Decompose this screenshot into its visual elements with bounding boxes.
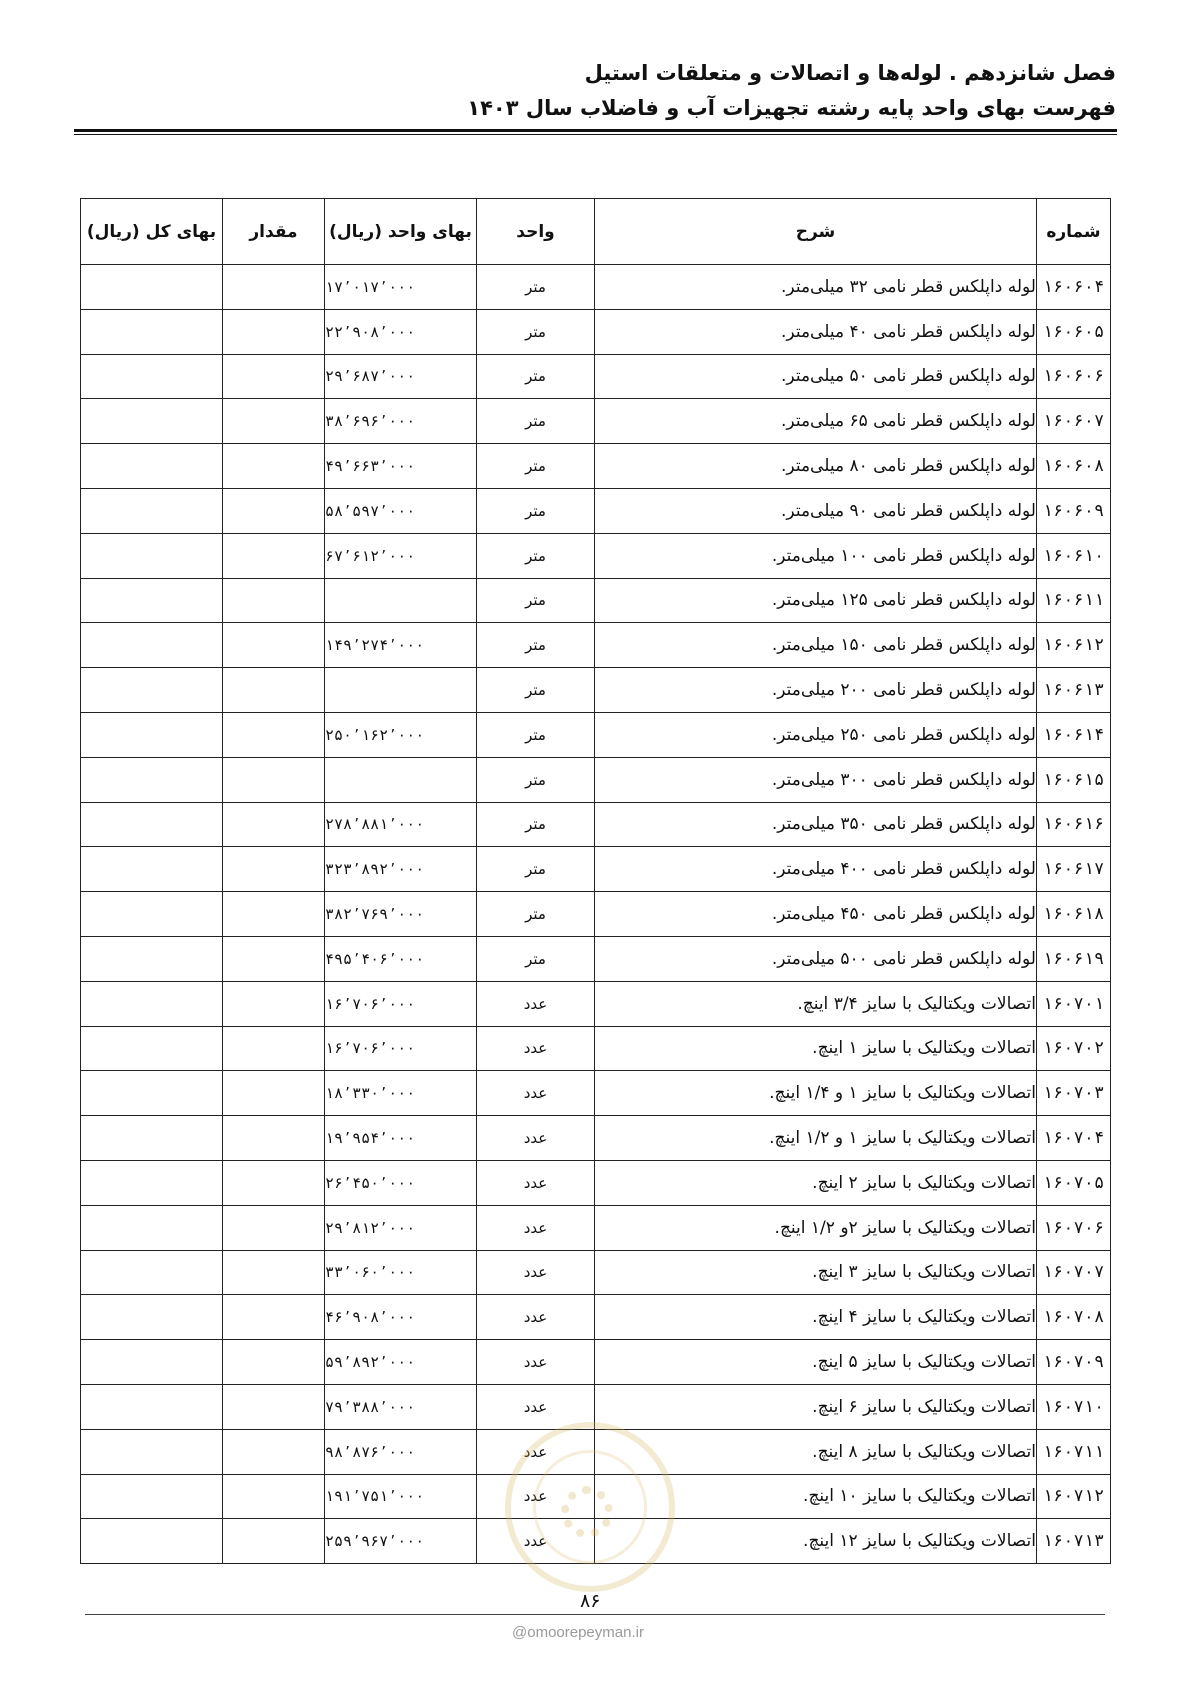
cell-unit-price: ۱۴۹٬۲۷۴٬۰۰۰ xyxy=(325,623,477,668)
cell-description: اتصالات ویکتالیک با سایز ۱ و ۱/۲ اینچ. xyxy=(595,1116,1037,1161)
col-header-description: شرح xyxy=(595,199,1037,265)
cell-code: ۱۶۰۷۰۳ xyxy=(1037,1071,1111,1116)
cell-total-price xyxy=(81,1295,223,1340)
cell-code: ۱۶۰۶۱۵ xyxy=(1037,757,1111,802)
cell-quantity xyxy=(223,533,325,578)
cell-unit-price: ۳۲۳٬۸۹۲٬۰۰۰ xyxy=(325,847,477,892)
cell-unit: عدد xyxy=(477,981,595,1026)
cell-description: اتصالات ویکتالیک با سایز ۲ اینچ. xyxy=(595,1160,1037,1205)
price-list-title: فهرست بهای واحد پایه رشته تجهیزات آب و فاضلاب سال ۱۴۰۳ xyxy=(467,96,1116,120)
table-row xyxy=(81,668,1111,713)
page-number: ۸۶ xyxy=(580,1590,601,1612)
cell-unit: عدد xyxy=(477,1340,595,1385)
cell-description: لوله داپلکس قطر نامی ۸۰ میلی‌متر. xyxy=(595,444,1037,489)
cell-code: ۱۶۰۶۱۶ xyxy=(1037,802,1111,847)
cell-quantity xyxy=(223,1295,325,1340)
cell-unit: عدد xyxy=(477,1160,595,1205)
table-body xyxy=(81,265,1111,1564)
cell-quantity xyxy=(223,757,325,802)
cell-code: ۱۶۰۶۱۳ xyxy=(1037,668,1111,713)
table-row xyxy=(81,1429,1111,1474)
cell-total-price xyxy=(81,1384,223,1429)
table-row xyxy=(81,1160,1111,1205)
cell-quantity xyxy=(223,1026,325,1071)
cell-code: ۱۶۰۷۱۱ xyxy=(1037,1429,1111,1474)
cell-code: ۱۶۰۶۱۴ xyxy=(1037,712,1111,757)
cell-code: ۱۶۰۶۰۸ xyxy=(1037,444,1111,489)
table-row xyxy=(81,1026,1111,1071)
cell-description: اتصالات ویکتالیک با سایز ۵ اینچ. xyxy=(595,1340,1037,1385)
cell-code: ۱۶۰۷۱۰ xyxy=(1037,1384,1111,1429)
table-row xyxy=(81,1116,1111,1161)
cell-unit-price: ۴۹٬۶۶۳٬۰۰۰ xyxy=(325,444,477,489)
cell-total-price xyxy=(81,802,223,847)
table-row xyxy=(81,847,1111,892)
cell-code: ۱۶۰۶۱۸ xyxy=(1037,892,1111,937)
table-row xyxy=(81,802,1111,847)
col-header-total-price: بهای کل (ریال) xyxy=(81,199,223,265)
col-header-unit-price: بهای واحد (ریال) xyxy=(325,199,477,265)
table-row xyxy=(81,712,1111,757)
cell-description: اتصالات ویکتالیک با سایز ۲و ۱/۲ اینچ. xyxy=(595,1205,1037,1250)
cell-quantity xyxy=(223,1340,325,1385)
cell-unit-price: ۲۲٬۹۰۸٬۰۰۰ xyxy=(325,309,477,354)
cell-unit: متر xyxy=(477,265,595,310)
header-divider-thin xyxy=(74,134,1117,135)
cell-unit: متر xyxy=(477,354,595,399)
cell-unit-price: ۱۸٬۳۳۰٬۰۰۰ xyxy=(325,1071,477,1116)
cell-unit-price: ۵۸٬۵۹۷٬۰۰۰ xyxy=(325,488,477,533)
table-row xyxy=(81,981,1111,1026)
cell-quantity xyxy=(223,1474,325,1519)
cell-code: ۱۶۰۷۰۷ xyxy=(1037,1250,1111,1295)
cell-unit-price: ۴۹۵٬۴۰۶٬۰۰۰ xyxy=(325,936,477,981)
cell-unit-price: ۹۸٬۸۷۶٬۰۰۰ xyxy=(325,1429,477,1474)
cell-unit: متر xyxy=(477,802,595,847)
table-row xyxy=(81,1295,1111,1340)
cell-unit: متر xyxy=(477,399,595,444)
table-row xyxy=(81,1519,1111,1564)
cell-description: اتصالات ویکتالیک با سایز ۱ اینچ. xyxy=(595,1026,1037,1071)
table-header-row xyxy=(81,199,1111,265)
cell-description: لوله داپلکس قطر نامی ۳۵۰ میلی‌متر. xyxy=(595,802,1037,847)
cell-total-price xyxy=(81,712,223,757)
cell-quantity xyxy=(223,1384,325,1429)
cell-unit: عدد xyxy=(477,1116,595,1161)
cell-code: ۱۶۰۶۱۱ xyxy=(1037,578,1111,623)
table-row xyxy=(81,444,1111,489)
cell-description: اتصالات ویکتالیک با سایز ۸ اینچ. xyxy=(595,1429,1037,1474)
cell-unit-price: ۱۹۱٬۷۵۱٬۰۰۰ xyxy=(325,1474,477,1519)
cell-code: ۱۶۰۷۰۴ xyxy=(1037,1116,1111,1161)
cell-description: لوله داپلکس قطر نامی ۴۵۰ میلی‌متر. xyxy=(595,892,1037,937)
cell-total-price xyxy=(81,981,223,1026)
col-header-code: شماره xyxy=(1037,199,1111,265)
cell-code: ۱۶۰۷۰۸ xyxy=(1037,1295,1111,1340)
table-row xyxy=(81,488,1111,533)
cell-description: لوله داپلکس قطر نامی ۹۰ میلی‌متر. xyxy=(595,488,1037,533)
cell-unit: عدد xyxy=(477,1026,595,1071)
cell-total-price xyxy=(81,936,223,981)
cell-quantity xyxy=(223,399,325,444)
cell-unit-price: ۵۹٬۸۹۲٬۰۰۰ xyxy=(325,1340,477,1385)
cell-code: ۱۶۰۶۱۷ xyxy=(1037,847,1111,892)
cell-unit: عدد xyxy=(477,1519,595,1564)
cell-description: اتصالات ویکتالیک با سایز ۳ اینچ. xyxy=(595,1250,1037,1295)
cell-unit: عدد xyxy=(477,1295,595,1340)
header-divider-thick xyxy=(74,129,1117,132)
cell-code: ۱۶۰۷۰۶ xyxy=(1037,1205,1111,1250)
cell-code: ۱۶۰۷۱۳ xyxy=(1037,1519,1111,1564)
cell-unit-price: ۱۶٬۷۰۶٬۰۰۰ xyxy=(325,1026,477,1071)
cell-quantity xyxy=(223,1116,325,1161)
cell-total-price xyxy=(81,1205,223,1250)
cell-total-price xyxy=(81,399,223,444)
cell-quantity xyxy=(223,1071,325,1116)
cell-code: ۱۶۰۶۱۹ xyxy=(1037,936,1111,981)
table-row xyxy=(81,1474,1111,1519)
cell-unit: عدد xyxy=(477,1429,595,1474)
cell-unit-price: ۲۹٬۸۱۲٬۰۰۰ xyxy=(325,1205,477,1250)
cell-unit: عدد xyxy=(477,1474,595,1519)
cell-quantity xyxy=(223,444,325,489)
cell-quantity xyxy=(223,981,325,1026)
cell-unit-price: ۱۷٬۰۱۷٬۰۰۰ xyxy=(325,265,477,310)
cell-quantity xyxy=(223,309,325,354)
cell-quantity xyxy=(223,488,325,533)
cell-code: ۱۶۰۶۰۶ xyxy=(1037,354,1111,399)
cell-code: ۱۶۰۶۰۹ xyxy=(1037,488,1111,533)
table-row xyxy=(81,892,1111,937)
cell-total-price xyxy=(81,309,223,354)
cell-unit: متر xyxy=(477,892,595,937)
cell-total-price xyxy=(81,354,223,399)
cell-code: ۱۶۰۶۰۴ xyxy=(1037,265,1111,310)
cell-quantity xyxy=(223,354,325,399)
cell-description: اتصالات ویکتالیک با سایز ۶ اینچ. xyxy=(595,1384,1037,1429)
cell-unit: عدد xyxy=(477,1205,595,1250)
cell-unit: متر xyxy=(477,533,595,578)
cell-description: اتصالات ویکتالیک با سایز ۳/۴ اینچ. xyxy=(595,981,1037,1026)
cell-description: لوله داپلکس قطر نامی ۶۵ میلی‌متر. xyxy=(595,399,1037,444)
col-header-quantity: مقدار xyxy=(223,199,325,265)
footer-website: @omoorepeyman.ir xyxy=(512,1624,644,1641)
cell-unit: متر xyxy=(477,668,595,713)
cell-quantity xyxy=(223,802,325,847)
cell-unit-price: ۲۹٬۶۸۷٬۰۰۰ xyxy=(325,354,477,399)
cell-quantity xyxy=(223,1519,325,1564)
price-table xyxy=(80,198,1111,1564)
table-row xyxy=(81,399,1111,444)
cell-unit-price: ۲۵۰٬۱۶۲٬۰۰۰ xyxy=(325,712,477,757)
cell-total-price xyxy=(81,847,223,892)
cell-description: اتصالات ویکتالیک با سایز ۱ و ۱/۴ اینچ. xyxy=(595,1071,1037,1116)
cell-code: ۱۶۰۶۱۲ xyxy=(1037,623,1111,668)
cell-total-price xyxy=(81,623,223,668)
cell-description: لوله داپلکس قطر نامی ۳۲ میلی‌متر. xyxy=(595,265,1037,310)
cell-unit-price: ۳۳٬۰۶۰٬۰۰۰ xyxy=(325,1250,477,1295)
cell-unit-price: ۱۶٬۷۰۶٬۰۰۰ xyxy=(325,981,477,1026)
footer-divider xyxy=(85,1614,1105,1615)
cell-code: ۱۶۰۶۰۷ xyxy=(1037,399,1111,444)
cell-description: لوله داپلکس قطر نامی ۳۰۰ میلی‌متر. xyxy=(595,757,1037,802)
page-header xyxy=(76,58,1116,124)
table-row xyxy=(81,265,1111,310)
cell-quantity xyxy=(223,265,325,310)
cell-total-price xyxy=(81,892,223,937)
cell-unit-price: ۳۸٬۶۹۶٬۰۰۰ xyxy=(325,399,477,444)
cell-total-price xyxy=(81,1026,223,1071)
cell-total-price xyxy=(81,1340,223,1385)
cell-unit-price: ۲۵۹٬۹۶۷٬۰۰۰ xyxy=(325,1519,477,1564)
table-row xyxy=(81,1071,1111,1116)
cell-unit-price: ۴۶٬۹۰۸٬۰۰۰ xyxy=(325,1295,477,1340)
table-row xyxy=(81,757,1111,802)
chapter-title: فصل شانزدهم . لوله‌ها و اتصالات و متعلقات استیل xyxy=(584,61,1116,85)
cell-description: لوله داپلکس قطر نامی ۲۵۰ میلی‌متر. xyxy=(595,712,1037,757)
table-row xyxy=(81,354,1111,399)
cell-unit-price xyxy=(325,757,477,802)
table-row xyxy=(81,1340,1111,1385)
cell-code: ۱۶۰۷۱۲ xyxy=(1037,1474,1111,1519)
cell-quantity xyxy=(223,847,325,892)
cell-description: لوله داپلکس قطر نامی ۴۰۰ میلی‌متر. xyxy=(595,847,1037,892)
cell-code: ۱۶۰۷۰۱ xyxy=(1037,981,1111,1026)
cell-quantity xyxy=(223,578,325,623)
cell-quantity xyxy=(223,936,325,981)
cell-total-price xyxy=(81,488,223,533)
cell-quantity xyxy=(223,1250,325,1295)
cell-unit: متر xyxy=(477,578,595,623)
cell-quantity xyxy=(223,892,325,937)
cell-description: لوله داپلکس قطر نامی ۱۵۰ میلی‌متر. xyxy=(595,623,1037,668)
cell-unit-price: ۲۷۸٬۸۸۱٬۰۰۰ xyxy=(325,802,477,847)
table-row xyxy=(81,1250,1111,1295)
table-row xyxy=(81,578,1111,623)
cell-description: لوله داپلکس قطر نامی ۵۰۰ میلی‌متر. xyxy=(595,936,1037,981)
cell-total-price xyxy=(81,533,223,578)
cell-description: لوله داپلکس قطر نامی ۲۰۰ میلی‌متر. xyxy=(595,668,1037,713)
cell-total-price xyxy=(81,668,223,713)
cell-total-price xyxy=(81,1071,223,1116)
cell-description: اتصالات ویکتالیک با سایز ۱۰ اینچ. xyxy=(595,1474,1037,1519)
cell-quantity xyxy=(223,668,325,713)
cell-unit: متر xyxy=(477,757,595,802)
cell-quantity xyxy=(223,623,325,668)
cell-unit: عدد xyxy=(477,1250,595,1295)
cell-quantity xyxy=(223,1429,325,1474)
cell-unit-price xyxy=(325,578,477,623)
table-row xyxy=(81,309,1111,354)
cell-description: لوله داپلکس قطر نامی ۵۰ میلی‌متر. xyxy=(595,354,1037,399)
cell-unit-price: ۲۶٬۴۵۰٬۰۰۰ xyxy=(325,1160,477,1205)
cell-total-price xyxy=(81,1519,223,1564)
table-row xyxy=(81,533,1111,578)
cell-code: ۱۶۰۶۰۵ xyxy=(1037,309,1111,354)
cell-description: لوله داپلکس قطر نامی ۴۰ میلی‌متر. xyxy=(595,309,1037,354)
cell-total-price xyxy=(81,444,223,489)
cell-total-price xyxy=(81,1116,223,1161)
cell-description: لوله داپلکس قطر نامی ۱۲۵ میلی‌متر. xyxy=(595,578,1037,623)
cell-quantity xyxy=(223,712,325,757)
cell-total-price xyxy=(81,1250,223,1295)
cell-code: ۱۶۰۷۰۵ xyxy=(1037,1160,1111,1205)
table-row xyxy=(81,1205,1111,1250)
cell-code: ۱۶۰۶۱۰ xyxy=(1037,533,1111,578)
cell-unit: عدد xyxy=(477,1384,595,1429)
cell-total-price xyxy=(81,1474,223,1519)
cell-unit-price xyxy=(325,668,477,713)
cell-total-price xyxy=(81,1160,223,1205)
cell-unit: متر xyxy=(477,309,595,354)
cell-total-price xyxy=(81,1429,223,1474)
cell-unit: متر xyxy=(477,623,595,668)
cell-quantity xyxy=(223,1205,325,1250)
cell-unit: متر xyxy=(477,444,595,489)
table-row xyxy=(81,936,1111,981)
table-row xyxy=(81,623,1111,668)
cell-code: ۱۶۰۷۰۹ xyxy=(1037,1340,1111,1385)
cell-total-price xyxy=(81,578,223,623)
cell-unit: متر xyxy=(477,936,595,981)
cell-total-price xyxy=(81,265,223,310)
cell-description: لوله داپلکس قطر نامی ۱۰۰ میلی‌متر. xyxy=(595,533,1037,578)
table-row xyxy=(81,1384,1111,1429)
cell-unit-price: ۶۷٬۶۱۲٬۰۰۰ xyxy=(325,533,477,578)
cell-unit-price: ۱۹٬۹۵۴٬۰۰۰ xyxy=(325,1116,477,1161)
cell-total-price xyxy=(81,757,223,802)
cell-unit: متر xyxy=(477,847,595,892)
cell-description: اتصالات ویکتالیک با سایز ۱۲ اینچ. xyxy=(595,1519,1037,1564)
cell-unit: متر xyxy=(477,488,595,533)
cell-quantity xyxy=(223,1160,325,1205)
cell-description: اتصالات ویکتالیک با سایز ۴ اینچ. xyxy=(595,1295,1037,1340)
cell-unit-price: ۷۹٬۳۸۸٬۰۰۰ xyxy=(325,1384,477,1429)
cell-unit-price: ۳۸۲٬۷۶۹٬۰۰۰ xyxy=(325,892,477,937)
cell-code: ۱۶۰۷۰۲ xyxy=(1037,1026,1111,1071)
col-header-unit: واحد xyxy=(477,199,595,265)
cell-unit: عدد xyxy=(477,1071,595,1116)
cell-unit: متر xyxy=(477,712,595,757)
